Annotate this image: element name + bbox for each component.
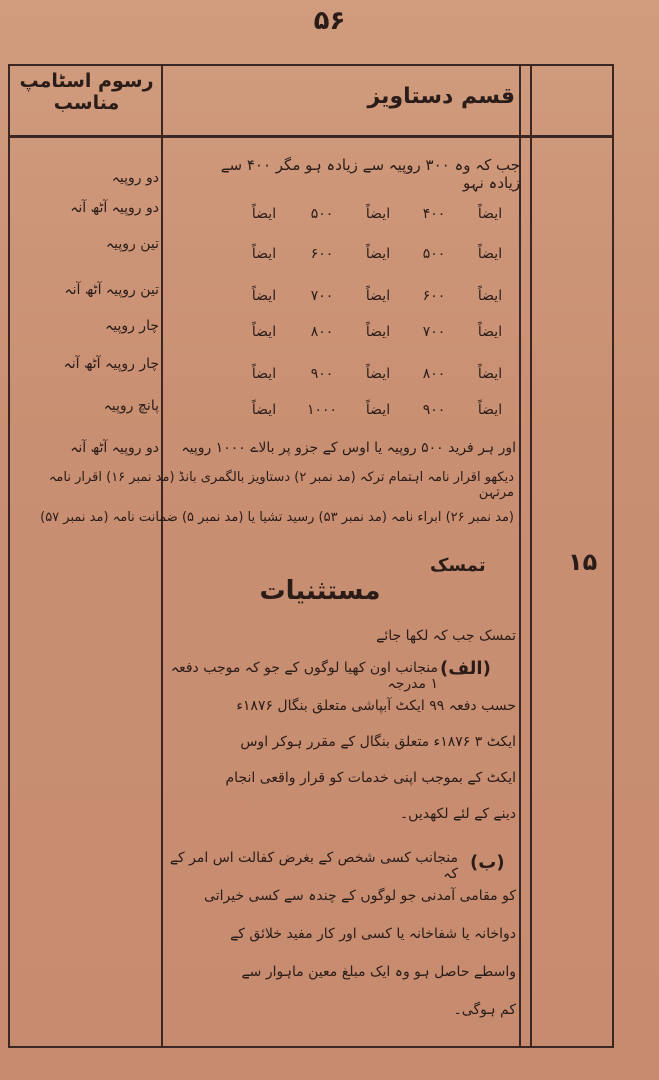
cell-upper-amount: ۶۰۰ bbox=[310, 246, 334, 262]
clause-b-line: دواخانہ یا شفاخانہ یا کسی اور کار مفید خلائق کے bbox=[230, 926, 516, 942]
fee-item: تین روپیہ bbox=[105, 236, 159, 252]
cell-same: ایضاً bbox=[477, 246, 503, 262]
table-right-rule bbox=[612, 64, 614, 1048]
clause-a-line: دینے کے لئے لکھدیں۔ bbox=[399, 806, 516, 822]
table-row bbox=[170, 366, 515, 392]
fee-item: چار روپیہ آٹھ آنہ bbox=[63, 356, 159, 372]
clause-a-line: حسب دفعہ ۹۹ ایکٹ آبپاشی متعلق بنگال ۱۸۷۶ء bbox=[236, 698, 516, 714]
number-column-rule bbox=[530, 64, 532, 1048]
header-bottom-rule bbox=[8, 135, 614, 138]
extra-amount-line: اور ہر فرید ۵۰۰ روپیہ یا اوس کے جزو پر بالاے ۱۰۰۰ روپیہ bbox=[181, 440, 516, 456]
cell-same: ایضاً bbox=[251, 288, 277, 304]
intro-line: جب کہ وہ ۳۰۰ روپیہ سے زیادہ ہو مگر ۴۰۰ سے زیادہ نہو bbox=[220, 156, 520, 192]
cell-lower-amount: ۴۰۰ bbox=[422, 206, 446, 222]
fee-item: تین روپیہ آٹھ آنہ bbox=[64, 282, 159, 298]
table-row bbox=[170, 324, 515, 350]
entry-number: ۱۵ bbox=[568, 548, 598, 576]
table-row bbox=[170, 246, 515, 272]
cell-same: ایضاً bbox=[251, 402, 277, 418]
fee-item: دو روپیہ آٹھ آنہ bbox=[70, 200, 159, 216]
cell-same: ایضاً bbox=[477, 402, 503, 418]
clause-b-line: کم ہوگی۔ bbox=[453, 1002, 516, 1018]
clause-b-line: منجانب کسی شخص کے بغرض کفالت اس امر کے کہ bbox=[169, 850, 458, 882]
extra-fee: دو روپیہ آٹھ آنہ bbox=[70, 440, 159, 456]
page-number: ۵۶ bbox=[313, 6, 346, 36]
stamp-duty-header: رسوم اسٹامپ مناسب bbox=[19, 70, 154, 114]
clause-b-line: واسطے حاصل ہو وہ ایک مبلغ معین ماہوار سے bbox=[241, 964, 516, 980]
section-intro: تمسک جب کہ لکھا جائے bbox=[376, 628, 516, 644]
cell-same: ایضاً bbox=[477, 324, 503, 340]
cell-same: ایضاً bbox=[365, 246, 391, 262]
reference-line: دیکھو اقرار نامہ اہتمام ترکہ (مد نمبر ۲) دستاویز بالگمری بانڈ (مد نمبر ۱۶) اقرار نامہ مرتہن bbox=[48, 470, 514, 500]
stamp-column-rule bbox=[161, 64, 163, 1048]
fee-item: چار روپیہ bbox=[105, 318, 159, 334]
clause-b-line: کو مقامی آمدنی جو لوگوں کے چندہ سے کسی خیراتی bbox=[204, 888, 516, 904]
fee-item: دو روپیہ bbox=[111, 170, 159, 186]
cell-same: ایضاً bbox=[365, 206, 391, 222]
cell-same: ایضاً bbox=[477, 366, 503, 382]
cell-upper-amount: ۹۰۰ bbox=[310, 366, 334, 382]
cell-same: ایضاً bbox=[251, 206, 277, 222]
clause-a-line: ایکٹ ۳ ۱۸۷۶ء متعلق بنگال کے مقرر ہوکر اوس bbox=[240, 734, 516, 750]
cell-upper-amount: ۷۰۰ bbox=[310, 288, 334, 304]
document-column-rule bbox=[519, 64, 521, 1048]
cell-lower-amount: ۹۰۰ bbox=[422, 402, 446, 418]
fee-item: پانچ روپیہ bbox=[103, 398, 159, 414]
document-type-header: قسم دستاویز bbox=[367, 84, 515, 109]
cell-same: ایضاً bbox=[477, 288, 503, 304]
clause-a-line: ایکٹ کے بموجب اپنی خدمات کو قرار واقعی انجام bbox=[225, 770, 516, 786]
cell-same: ایضاً bbox=[365, 366, 391, 382]
table-row bbox=[170, 206, 515, 232]
table-top-rule bbox=[8, 64, 614, 66]
cell-same: ایضاً bbox=[365, 324, 391, 340]
entry-title: تمسک bbox=[430, 555, 486, 576]
cell-lower-amount: ۶۰۰ bbox=[422, 288, 446, 304]
cell-same: ایضاً bbox=[365, 288, 391, 304]
cell-same: ایضاً bbox=[251, 246, 277, 262]
table-row bbox=[170, 402, 515, 428]
table-left-rule bbox=[8, 64, 10, 1048]
cell-lower-amount: ۷۰۰ bbox=[422, 324, 446, 340]
clause-a-mark: (الف) bbox=[440, 658, 491, 679]
clause-b-mark: (ب) bbox=[470, 852, 505, 873]
cell-lower-amount: ۵۰۰ bbox=[422, 246, 446, 262]
reference-line: (مد نمبر ۲۶) ابراء نامہ (مد نمبر ۵۳) رسید تشیا یا (مد نمبر ۵) ضمانت نامہ (مد نمبر ۵۷) bbox=[40, 510, 514, 525]
cell-upper-amount: ۸۰۰ bbox=[310, 324, 334, 340]
cell-same: ایضاً bbox=[477, 206, 503, 222]
cell-same: ایضاً bbox=[251, 366, 277, 382]
table-bottom-rule bbox=[8, 1046, 614, 1048]
cell-upper-amount: ۵۰۰ bbox=[310, 206, 334, 222]
cell-same: ایضاً bbox=[251, 324, 277, 340]
cell-upper-amount: ۱۰۰۰ bbox=[306, 402, 338, 418]
table-row bbox=[170, 288, 515, 314]
cell-same: ایضاً bbox=[365, 402, 391, 418]
clause-a-line: منجانب اون کھیا لوگوں کے جو کہ موجب دفعہ ۱ مدرجہ bbox=[170, 660, 438, 692]
section-title: مستثنیات bbox=[259, 576, 381, 606]
cell-lower-amount: ۸۰۰ bbox=[422, 366, 446, 382]
